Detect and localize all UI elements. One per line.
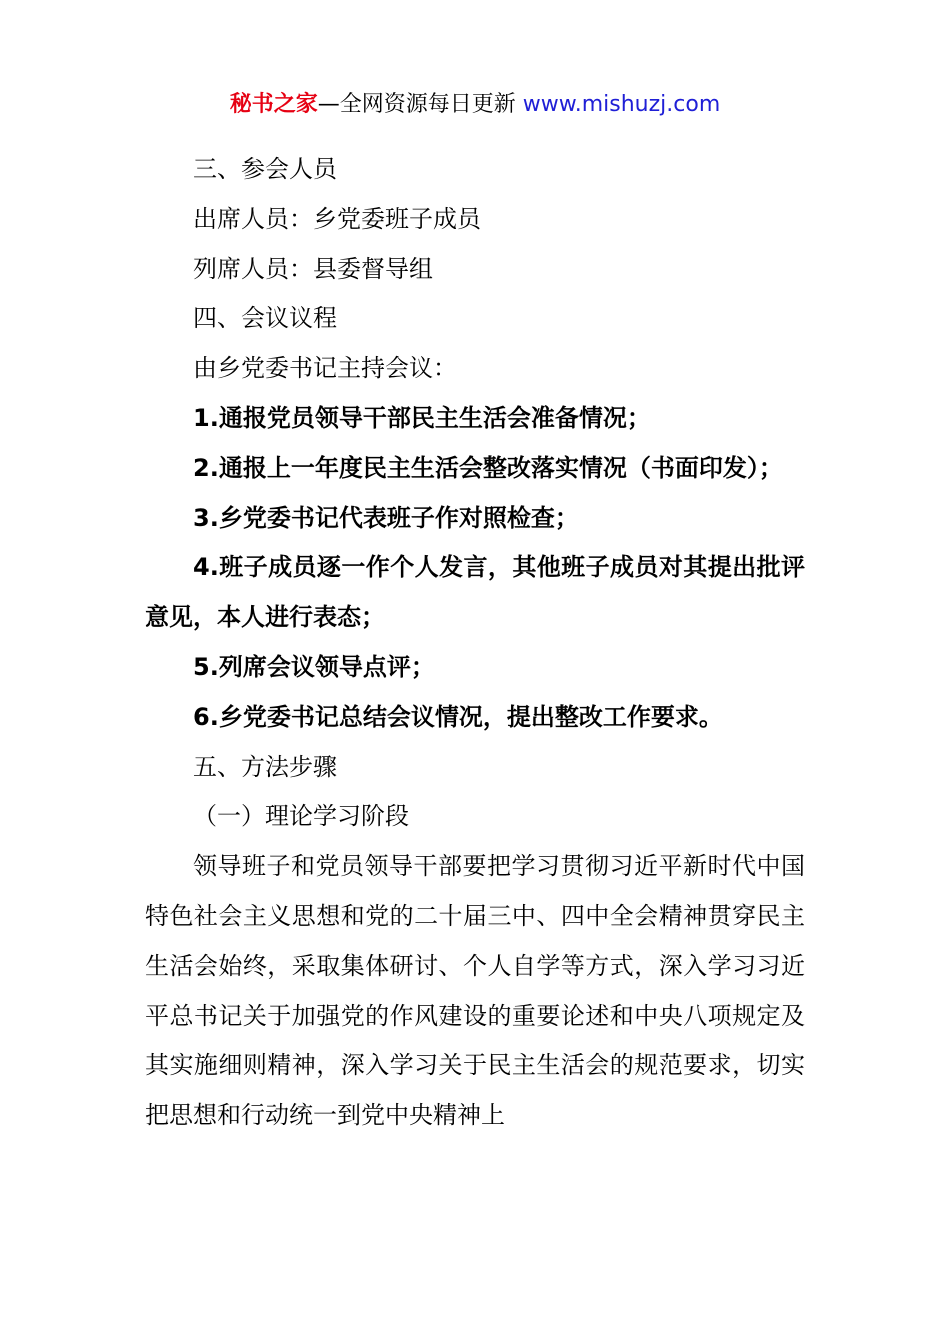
agenda-intro: 由乡党委书记主持会议： xyxy=(193,354,457,383)
site-slogan: —全网资源每日更新 xyxy=(317,92,523,117)
subsection-heading-theory-study: （一）理论学习阶段 xyxy=(193,802,409,831)
agenda-item-4: 4.班子成员逐一作个人发言，其他班子成员对其提出批评意见，本人进行表态； xyxy=(145,553,805,632)
section-heading-agenda: 四、会议议程 xyxy=(193,304,337,333)
agenda-item-1: 1.通报党员领导干部民主生活会准备情况； xyxy=(193,403,651,432)
agenda-item-5: 5.列席会议领导点评； xyxy=(193,652,435,681)
document-body xyxy=(145,145,805,1141)
agenda-item-2: 2.通报上一年度民主生活会整改落实情况（书面印发）； xyxy=(193,453,783,482)
section-heading-attendees: 三、参会人员 xyxy=(193,155,337,183)
site-url-link[interactable]: www.mishuzj.com xyxy=(522,92,721,117)
attendees-observing: 列席人员：县委督导组 xyxy=(193,254,433,283)
site-brand: 秘书之家 xyxy=(229,92,318,117)
site-header xyxy=(0,88,950,122)
attendees-present: 出席人员：乡党委班子成员 xyxy=(193,204,481,233)
agenda-item-6: 6.乡党委书记总结会议情况，提出整改工作要求。 xyxy=(193,702,723,731)
theory-study-paragraph: 领导班子和党员领导干部要把学习贯彻习近平新时代中国特色社会主义思想和党的二十届三中、四中全会精神贯穿民主生活会始终，采取集体研讨、个人自学等方式，深入学习习近平总书记关于加强党的作风建设的重要论述和中央八项规定及其实施细则精神，深入学习关于民主生活会的规范要求，切实把思想和行动统一到党中央精神上 xyxy=(145,852,805,1130)
agenda-item-3: 3.乡党委书记代表班子作对照检查； xyxy=(193,503,579,532)
section-heading-methods: 五、方法步骤 xyxy=(193,752,337,781)
